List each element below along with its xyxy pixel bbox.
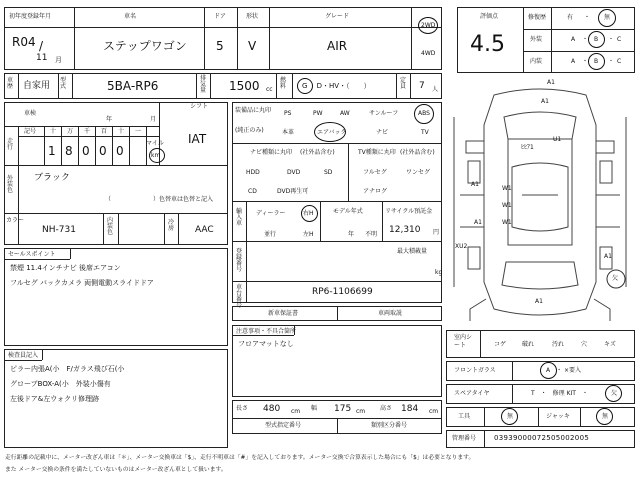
- mgmt-number: 03939000072505002005: [494, 434, 590, 442]
- mileage-digit: 8: [65, 144, 73, 158]
- digit-place-label: 千: [84, 128, 91, 135]
- color-note: （ ）色替車は色替と記入: [105, 196, 214, 203]
- recycle-unit: 円: [433, 229, 440, 236]
- height-unit: cm: [429, 408, 439, 415]
- model-year-label: モデル年式: [333, 208, 363, 215]
- car-name: ステップワゴン: [103, 39, 187, 53]
- import-left: 左H: [303, 231, 314, 238]
- mgmt-label: 管理番号: [452, 435, 477, 442]
- equipment-label: 装備品に丸印: [235, 107, 272, 114]
- sales-line-1: 禁煙 11.4インチナビ 後席エアコン: [10, 264, 121, 272]
- digit-place-label: 十: [50, 128, 57, 135]
- max-load-label: 最大積載量: [397, 248, 428, 255]
- score-label: 評価点: [480, 13, 499, 20]
- digit-place-label: 万: [67, 128, 74, 135]
- width-label: 幅: [311, 405, 318, 412]
- tv-type-label: TV種類に丸印: [358, 149, 396, 156]
- grade: AIR: [327, 39, 348, 53]
- interior-sheet-label: 室内シート: [454, 334, 473, 350]
- model-label: 型式: [60, 77, 67, 90]
- fuel-options: G D・HV・（ ）: [302, 82, 371, 90]
- mark-a1-front: A1: [541, 98, 549, 105]
- reg-year: R04: [12, 35, 36, 49]
- displacement-label: 排気量: [200, 75, 207, 94]
- sales-points-label: セールスポイント: [8, 251, 56, 258]
- mark-missing: 欠: [612, 275, 619, 282]
- type-cert-label: 型式指定番号: [265, 422, 302, 429]
- exterior-dot1: ・: [582, 36, 589, 43]
- displacement: 1500: [229, 79, 260, 93]
- door-label: ドア: [214, 13, 226, 20]
- spare-options: T ・ 修理 KIT ・: [531, 390, 588, 397]
- height-value: 184: [401, 404, 419, 414]
- notes-label: 注意事項・不具合箇所: [236, 328, 297, 335]
- use-label: 車歴: [7, 77, 14, 90]
- footer-line-2: また メーター交換の条件を満たしていないものはメーター改ざん車として扱います。: [5, 467, 227, 473]
- chassis-label: 車台番号: [236, 284, 243, 309]
- navi-sd: SD: [324, 169, 333, 176]
- sheet-yabure: 破れ: [522, 341, 535, 348]
- exterior-a: A: [571, 36, 576, 43]
- navi-dvd: DVD: [287, 169, 301, 176]
- digit-place-label: 十: [118, 128, 125, 135]
- capacity: 7: [419, 81, 425, 91]
- mark-hand-note: ﾋﾋｱ1: [521, 144, 534, 151]
- mileage-digit: 0: [82, 144, 90, 158]
- repair-dot: ・: [584, 14, 591, 21]
- navi-hdd: HDD: [246, 169, 260, 176]
- shift-label: シフト: [190, 103, 209, 110]
- front-glass-options: A ・ ×要入: [546, 367, 582, 374]
- mark-w1-c: W1: [502, 219, 512, 226]
- ac-value: AAC: [195, 225, 214, 235]
- color-code-label: カラー: [6, 217, 25, 224]
- interior-label: 内装: [530, 58, 543, 65]
- car-name-label: 車名: [124, 13, 137, 20]
- equip-airbag: エアバック: [317, 129, 347, 136]
- footer-line-1: 走行距離の記載中に、メーター改ざん車は「＊」、メーター交換車は「$」、走行不明車は「#」を記入しております。メーター交換で合算表示した場合にも「$」は必要となります。: [5, 455, 475, 461]
- inspector-line-2: グローブBOX-A(小 外装小傷有: [10, 380, 111, 388]
- jack-value: 無: [602, 413, 609, 420]
- fuel-label: 燃料: [280, 77, 287, 90]
- repair-label: 修復歴: [528, 14, 547, 21]
- navi-type-label: ナビ種類に丸印: [250, 149, 293, 156]
- inspection-year-label: 年: [106, 116, 113, 123]
- use-value: 自家用: [23, 81, 51, 91]
- mark-w1-b: W1: [502, 202, 512, 209]
- fuel-g-circle: [297, 78, 313, 94]
- sheet-kizu: キズ: [604, 341, 616, 348]
- notes-value: フロアマットなし: [238, 340, 294, 348]
- chassis-number: RP6-1106699: [312, 287, 373, 297]
- navi-dvd-play: DVD再生可: [277, 188, 309, 195]
- exterior-dot2: ・: [608, 36, 615, 43]
- interior-b: B: [594, 58, 599, 65]
- inspector-line-1: ピラー内張A(小 F/ガラス飛び石(小: [10, 365, 125, 373]
- interior-a: A: [571, 58, 576, 65]
- mileage-digit: 0: [99, 144, 107, 158]
- shape: V: [248, 39, 257, 53]
- height-label: 高さ: [380, 405, 393, 412]
- reg-year-label: 初年度登録年月: [9, 13, 52, 20]
- drive-4wd: 4WD: [421, 50, 436, 57]
- spare-missing: 欠: [611, 390, 618, 397]
- equipment-sub: (純正のみ): [235, 127, 264, 134]
- doors: 5: [216, 39, 224, 53]
- repair-yes: 有: [567, 14, 574, 21]
- import-parallel: 並行: [264, 231, 277, 238]
- equip-pw: PW: [313, 110, 323, 117]
- width-value: 175: [334, 404, 352, 414]
- mile-unit: マイル: [146, 140, 164, 147]
- mileage-mark-label: 記号: [24, 128, 37, 135]
- spec-row: [4, 73, 442, 99]
- registration-label: 登録番号: [236, 248, 243, 273]
- tv-fullseg: フルセグ: [363, 169, 387, 176]
- digit-place-label: 百: [101, 128, 108, 135]
- reg-month-unit: 月: [55, 56, 62, 64]
- interior-c: C: [617, 58, 622, 65]
- mark-xu2: XU2: [455, 243, 468, 250]
- recycle-label: リサイクル預託金: [385, 208, 433, 215]
- equip-ps: PS: [284, 110, 292, 117]
- warranty-label: 新車保証書: [268, 310, 299, 317]
- ac-label: 冷房: [168, 219, 175, 232]
- mileage-digit: 1: [48, 144, 56, 158]
- mark-a1-rear: A1: [474, 219, 482, 226]
- equip-aw: AW: [340, 110, 350, 117]
- reg-slash: /: [39, 39, 44, 53]
- equip-sunroof: サンルーフ: [369, 110, 399, 117]
- sheet-yogore: 汚れ: [552, 341, 565, 348]
- model: 5BA-RP6: [107, 79, 159, 93]
- mileage-digit: 0: [116, 144, 124, 158]
- shift-value: IAT: [188, 132, 207, 146]
- navi-cd: CD: [248, 188, 257, 195]
- mark-a1-top: A1: [547, 79, 555, 86]
- model-year-unknown: 不明: [365, 231, 378, 238]
- import-dealer: ディーラー: [256, 210, 286, 217]
- inspector-label: 検査員記入: [8, 352, 39, 359]
- equip-tv: TV: [421, 129, 429, 136]
- inspection-label: 車検: [24, 110, 37, 117]
- exterior-b: B: [594, 36, 599, 43]
- mark-a1-right: A1: [604, 253, 612, 260]
- km-unit: km: [151, 152, 161, 159]
- max-load-unit: kg: [435, 269, 443, 276]
- spare-label: スペアタイヤ: [454, 390, 490, 397]
- front-glass-label: フロントガラス: [454, 367, 496, 374]
- capacity-unit: 人: [432, 86, 439, 93]
- category-label: 類別区分番号: [371, 422, 408, 429]
- sheet-ana: 穴: [581, 341, 588, 348]
- import-right: 右H: [303, 210, 314, 217]
- import-label: 輸入車: [236, 208, 243, 227]
- grade-label: グレード: [325, 13, 350, 20]
- color-value: ブラック: [34, 173, 70, 183]
- length-unit: cm: [291, 408, 301, 415]
- tv-type-sub: (社外品含む): [400, 149, 435, 156]
- equip-navi: ナビ: [376, 129, 389, 136]
- capacity-label: 定員: [400, 77, 407, 90]
- manual-label: 車両取説: [378, 310, 403, 317]
- digit-place-label: 一: [135, 128, 142, 135]
- length-value: 480: [263, 404, 281, 414]
- mileage-label: 走行: [7, 138, 14, 151]
- exterior-label: 外装: [530, 36, 543, 43]
- navi-type-sub: (社外品含む): [300, 149, 335, 156]
- interior-dot2: ・: [608, 58, 615, 65]
- color-code: NH-731: [42, 225, 76, 235]
- exterior-c: C: [617, 36, 622, 43]
- mark-a1-side: A1: [471, 181, 479, 188]
- reg-month: 11: [36, 53, 48, 63]
- mark-w1-a: W1: [502, 185, 512, 192]
- interior-dot1: ・: [582, 58, 589, 65]
- sheet-koge: コゲ: [494, 341, 507, 348]
- color-label: 外装色: [7, 175, 14, 194]
- tv-analog: アナログ: [363, 188, 388, 195]
- repair-no: 無: [604, 14, 611, 21]
- shape-label: 形状: [246, 13, 259, 20]
- length-label: 長さ: [236, 405, 249, 412]
- displacement-unit: cc: [266, 86, 273, 93]
- inspection-month-label: 月: [150, 116, 157, 123]
- mark-a1-lower: A1: [535, 298, 543, 305]
- sales-points-box: [4, 248, 228, 346]
- model-year-y: 年: [348, 231, 355, 238]
- drive-2wd: 2WD: [421, 22, 436, 29]
- tools-label: 工具: [458, 413, 471, 420]
- score-value: 4.5: [470, 32, 505, 57]
- inspector-line-3: 左後ドア&左ウォクリ修理跡: [10, 395, 99, 403]
- equip-leather: 本革: [282, 129, 295, 136]
- jack-label: ジャッキ: [546, 413, 570, 420]
- mark-u1: U1: [553, 136, 562, 143]
- recycle-value: 12,310: [389, 225, 421, 235]
- interior-color-label: 内装色: [107, 217, 114, 236]
- car-outline-diagram: [446, 77, 635, 326]
- tools-value: 無: [507, 413, 514, 420]
- equip-abs: ABS: [418, 110, 430, 117]
- tv-oneseg: ワンセグ: [406, 169, 431, 176]
- width-unit: cm: [356, 408, 366, 415]
- sales-line-2: フルセグ バックカメラ 両側電動スライドドア: [10, 279, 154, 287]
